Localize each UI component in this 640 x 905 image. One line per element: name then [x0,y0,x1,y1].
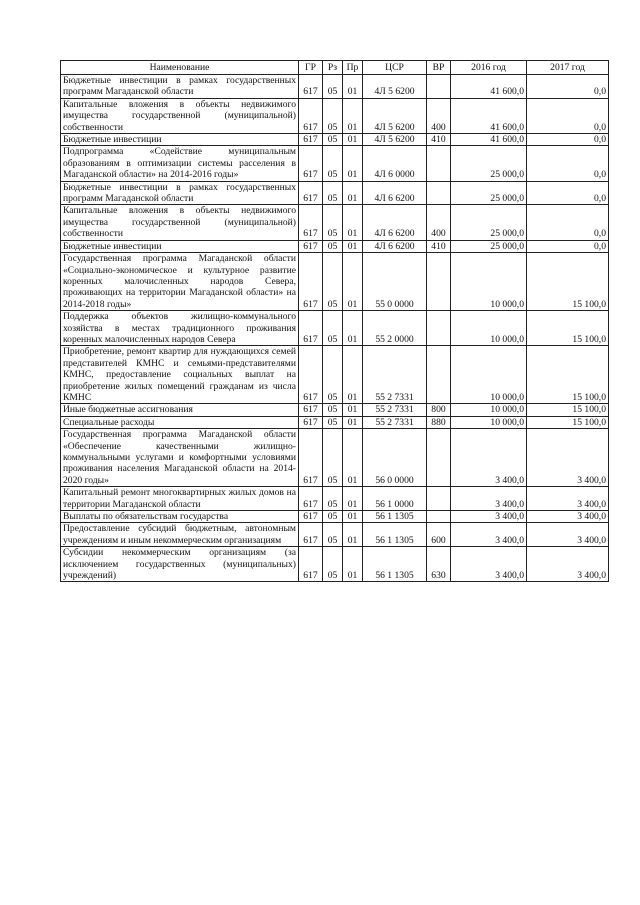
cell-2017: 0,0 [527,146,609,181]
document-page [60,60,608,582]
table-row [61,547,609,582]
cell-rz: 05 [323,75,343,99]
cell-2016: 25 000,0 [451,181,527,205]
table-row [61,181,609,205]
cell-gr: 617 [299,240,323,252]
table-row [61,146,609,181]
cell-csr: 56 1 1305 [363,547,427,582]
cell-2017: 0,0 [527,240,609,252]
cell-2017: 3 400,0 [527,487,609,511]
cell-pr: 01 [343,181,363,205]
cell-rz: 05 [323,404,343,416]
cell-name: Бюджетные инвестиции в рамках государственных программ Магаданской области [61,181,299,205]
table-row [61,523,609,547]
cell-gr: 617 [299,253,323,311]
cell-rz: 05 [323,134,343,146]
cell-csr: 55 2 0000 [363,311,427,346]
cell-name: Выплаты по обязательствам государства [61,511,299,523]
header-2017: 2017 год [527,61,609,75]
cell-rz: 05 [323,429,343,487]
cell-2016: 41 600,0 [451,75,527,99]
table-row [61,98,609,133]
cell-gr: 617 [299,523,323,547]
cell-name: Субсидии некоммерческим организациям (за исключением государственных (муниципальных) учреждений) [61,547,299,582]
cell-name: Бюджетные инвестиции в рамках государственных программ Магаданской области [61,75,299,99]
cell-vr: 630 [427,547,451,582]
cell-2017: 15 100,0 [527,404,609,416]
table-row [61,134,609,146]
cell-gr: 617 [299,146,323,181]
cell-csr: 56 1 1305 [363,523,427,547]
cell-csr: 55 2 7331 [363,416,427,428]
cell-pr: 01 [343,75,363,99]
cell-2017: 15 100,0 [527,416,609,428]
cell-rz: 05 [323,253,343,311]
cell-rz: 05 [323,487,343,511]
cell-2016: 10 000,0 [451,253,527,311]
cell-vr: 800 [427,404,451,416]
budget-table [60,60,609,582]
cell-2017: 3 400,0 [527,523,609,547]
cell-vr [427,253,451,311]
cell-csr: 56 1 0000 [363,487,427,511]
cell-2016: 41 600,0 [451,134,527,146]
cell-csr: 4Л 6 6200 [363,205,427,240]
cell-vr [427,511,451,523]
header-pr: Пр [343,61,363,75]
cell-vr [427,146,451,181]
cell-rz: 05 [323,547,343,582]
cell-2017: 0,0 [527,205,609,240]
cell-gr: 617 [299,511,323,523]
cell-name: Государственная программа Магаданской области «Обеспечение качественными жилищно-коммунальными услугами и комфортными условиями проживания населения Магаданской области на 2014-2020 годы» [61,429,299,487]
header-2016: 2016 год [451,61,527,75]
table-row [61,75,609,99]
table-row [61,253,609,311]
cell-rz: 05 [323,511,343,523]
header-rz: Рз [323,61,343,75]
cell-2017: 0,0 [527,134,609,146]
cell-vr [427,346,451,404]
table-row [61,346,609,404]
cell-gr: 617 [299,346,323,404]
cell-2016: 10 000,0 [451,346,527,404]
cell-gr: 617 [299,134,323,146]
cell-pr: 01 [343,523,363,547]
cell-2016: 3 400,0 [451,429,527,487]
cell-pr: 01 [343,416,363,428]
cell-2016: 25 000,0 [451,240,527,252]
cell-2016: 3 400,0 [451,547,527,582]
cell-csr: 4Л 6 6200 [363,240,427,252]
cell-vr: 400 [427,205,451,240]
cell-2017: 3 400,0 [527,429,609,487]
cell-2016: 10 000,0 [451,416,527,428]
cell-pr: 01 [343,311,363,346]
cell-csr: 55 2 7331 [363,346,427,404]
cell-csr: 55 2 7331 [363,404,427,416]
cell-gr: 617 [299,205,323,240]
cell-rz: 05 [323,346,343,404]
header-gr: ГР [299,61,323,75]
cell-gr: 617 [299,75,323,99]
cell-vr [427,429,451,487]
table-row [61,487,609,511]
cell-vr [427,75,451,99]
cell-rz: 05 [323,311,343,346]
cell-2016: 41 600,0 [451,98,527,133]
cell-csr: 56 0 0000 [363,429,427,487]
cell-csr: 4Л 6 6200 [363,181,427,205]
header-row [61,61,609,75]
cell-vr: 410 [427,240,451,252]
cell-pr: 01 [343,205,363,240]
table-body [61,75,609,582]
cell-2016: 3 400,0 [451,511,527,523]
cell-vr [427,487,451,511]
cell-2017: 15 100,0 [527,311,609,346]
cell-pr: 01 [343,511,363,523]
cell-csr: 4Л 5 6200 [363,75,427,99]
cell-vr: 410 [427,134,451,146]
cell-2017: 0,0 [527,181,609,205]
cell-csr: 4Л 6 0000 [363,146,427,181]
cell-vr [427,181,451,205]
cell-2016: 25 000,0 [451,146,527,181]
cell-pr: 01 [343,146,363,181]
table-row [61,511,609,523]
cell-pr: 01 [343,429,363,487]
table-row [61,404,609,416]
cell-2017: 15 100,0 [527,253,609,311]
cell-pr: 01 [343,98,363,133]
header-csr: ЦСР [363,61,427,75]
cell-gr: 617 [299,311,323,346]
cell-rz: 05 [323,98,343,133]
cell-name: Приобретение, ремонт квартир для нуждающихся семей представителей КМНС и семьями-представителями КМНС, предоставление социальных выплат на приобретение жилых помещений гражданам из числа КМНС [61,346,299,404]
header-name: Наименование [61,61,299,75]
table-row [61,240,609,252]
cell-name: Специальные расходы [61,416,299,428]
table-row [61,416,609,428]
cell-name: Бюджетные инвестиции [61,134,299,146]
cell-2017: 3 400,0 [527,547,609,582]
cell-2016: 10 000,0 [451,311,527,346]
cell-pr: 01 [343,404,363,416]
cell-2016: 3 400,0 [451,523,527,547]
cell-gr: 617 [299,98,323,133]
cell-name: Подпрограмма «Содействие муниципальным образованиям в оптимизации системы расселения в Магаданской области» на 2014-2016 годы» [61,146,299,181]
cell-name: Капитальные вложения в объекты недвижимого имущества государственной (муниципальной) собственности [61,205,299,240]
cell-rz: 05 [323,205,343,240]
cell-gr: 617 [299,181,323,205]
cell-rz: 05 [323,146,343,181]
cell-csr: 4Л 5 6200 [363,134,427,146]
cell-csr: 56 1 1305 [363,511,427,523]
cell-2016: 25 000,0 [451,205,527,240]
cell-2017: 0,0 [527,75,609,99]
cell-name: Государственная программа Магаданской области «Социально-экономическое и культурное развитие коренных малочисленных народов Севера, проживающих на территории Магаданской области» на 2014-2018 годы» [61,253,299,311]
cell-vr: 600 [427,523,451,547]
cell-vr [427,311,451,346]
header-vr: ВР [427,61,451,75]
cell-csr: 4Л 5 6200 [363,98,427,133]
cell-pr: 01 [343,240,363,252]
cell-rz: 05 [323,523,343,547]
cell-gr: 617 [299,416,323,428]
cell-pr: 01 [343,346,363,404]
table-row [61,311,609,346]
cell-gr: 617 [299,404,323,416]
cell-rz: 05 [323,416,343,428]
cell-gr: 617 [299,547,323,582]
cell-2017: 3 400,0 [527,511,609,523]
cell-vr: 400 [427,98,451,133]
cell-2016: 3 400,0 [451,487,527,511]
cell-name: Иные бюджетные ассигнования [61,404,299,416]
cell-rz: 05 [323,181,343,205]
cell-name: Капитальные вложения в объекты недвижимого имущества государственной (муниципальной) собственности [61,98,299,133]
cell-name: Капитальный ремонт многоквартирных жилых домов на территории Магаданской области [61,487,299,511]
cell-pr: 01 [343,134,363,146]
cell-name: Бюджетные инвестиции [61,240,299,252]
cell-2017: 0,0 [527,98,609,133]
cell-csr: 55 0 0000 [363,253,427,311]
cell-pr: 01 [343,547,363,582]
cell-vr: 880 [427,416,451,428]
cell-2017: 15 100,0 [527,346,609,404]
cell-pr: 01 [343,487,363,511]
cell-gr: 617 [299,487,323,511]
cell-2016: 10 000,0 [451,404,527,416]
table-row [61,205,609,240]
table-row [61,429,609,487]
cell-gr: 617 [299,429,323,487]
cell-name: Поддержка объектов жилищно-коммунального хозяйства в местах традиционного проживания коренных малочисленных народов Севера [61,311,299,346]
cell-name: Предоставление субсидий бюджетным, автономным учреждениям и иным некоммерческим организациям [61,523,299,547]
cell-pr: 01 [343,253,363,311]
cell-rz: 05 [323,240,343,252]
